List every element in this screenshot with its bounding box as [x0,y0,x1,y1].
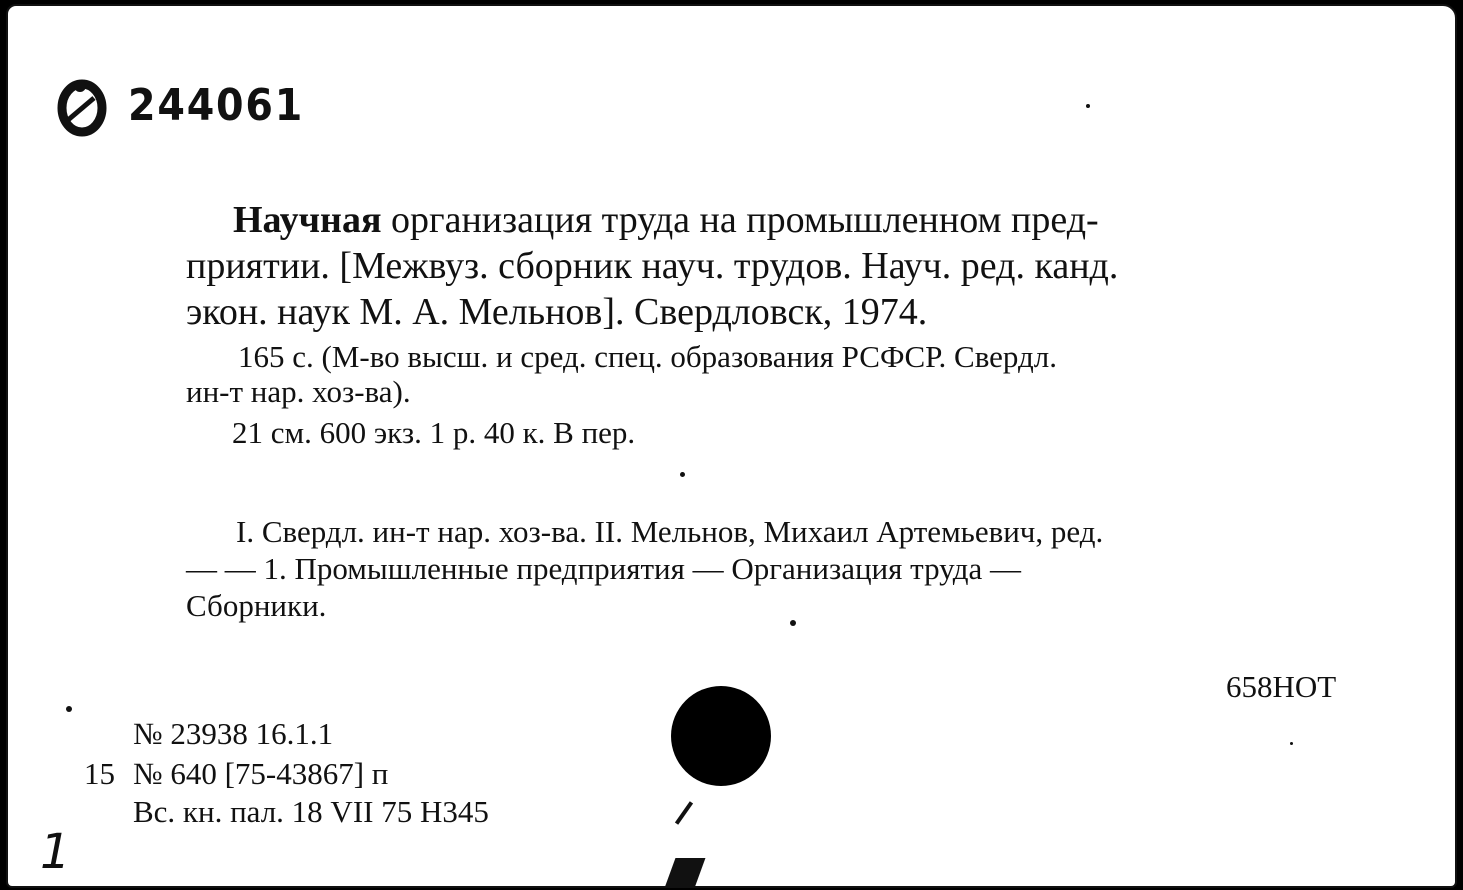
punch-hole [671,686,771,786]
tracing-line-2: — — 1. Промышленные предприятия — Организация труда — [186,551,1021,586]
title-first-word: Научная [233,199,382,241]
title-line-1-rest: организация труда на промышленном пред- [381,199,1099,241]
speck [66,706,72,712]
tracing-line-3: Сборники. [186,588,327,623]
catalog-card [6,4,1457,888]
record-line-1: № 23938 16.1.1 [133,716,334,751]
ink-stroke [675,801,693,825]
collation-line-1: 165 с. (М-во высш. и сред. спец. образования РСФСР. Свердл. [238,339,1057,374]
title-line-3: экон. наук М. А. Мельнов]. Свердловск, 1974. [186,291,928,333]
speck [790,620,796,626]
accession-number: 244061 [128,80,305,131]
record-line-2: № 640 [75-43867] п [133,756,389,791]
speck [680,472,685,477]
classification-code: 658НОТ [1226,669,1337,704]
title-line-1 [233,198,1099,243]
physical-description: 21 см. 600 экз. 1 р. 40 к. В пер. [232,415,636,450]
library-stamp-icon [54,76,110,140]
title-line-2: приятии. [Межвуз. сборник науч. трудов. Науч. ред. канд. [186,245,1119,287]
ink-blot [665,858,706,888]
record-line-3: Вс. кн. пал. 18 VII 75 Н345 [133,794,489,829]
tracing-line-1: I. Свердл. ин-т нар. хоз-ва. II. Мельнов, Михаил Артемьевич, ред. [236,514,1104,549]
collation-line-2: ин-т нар. хоз-ва). [186,374,411,409]
corner-handwritten-mark: 1 [40,824,71,880]
record-line-2-prefix: 15 [84,756,115,791]
speck [1086,104,1090,108]
speck [1290,742,1293,745]
